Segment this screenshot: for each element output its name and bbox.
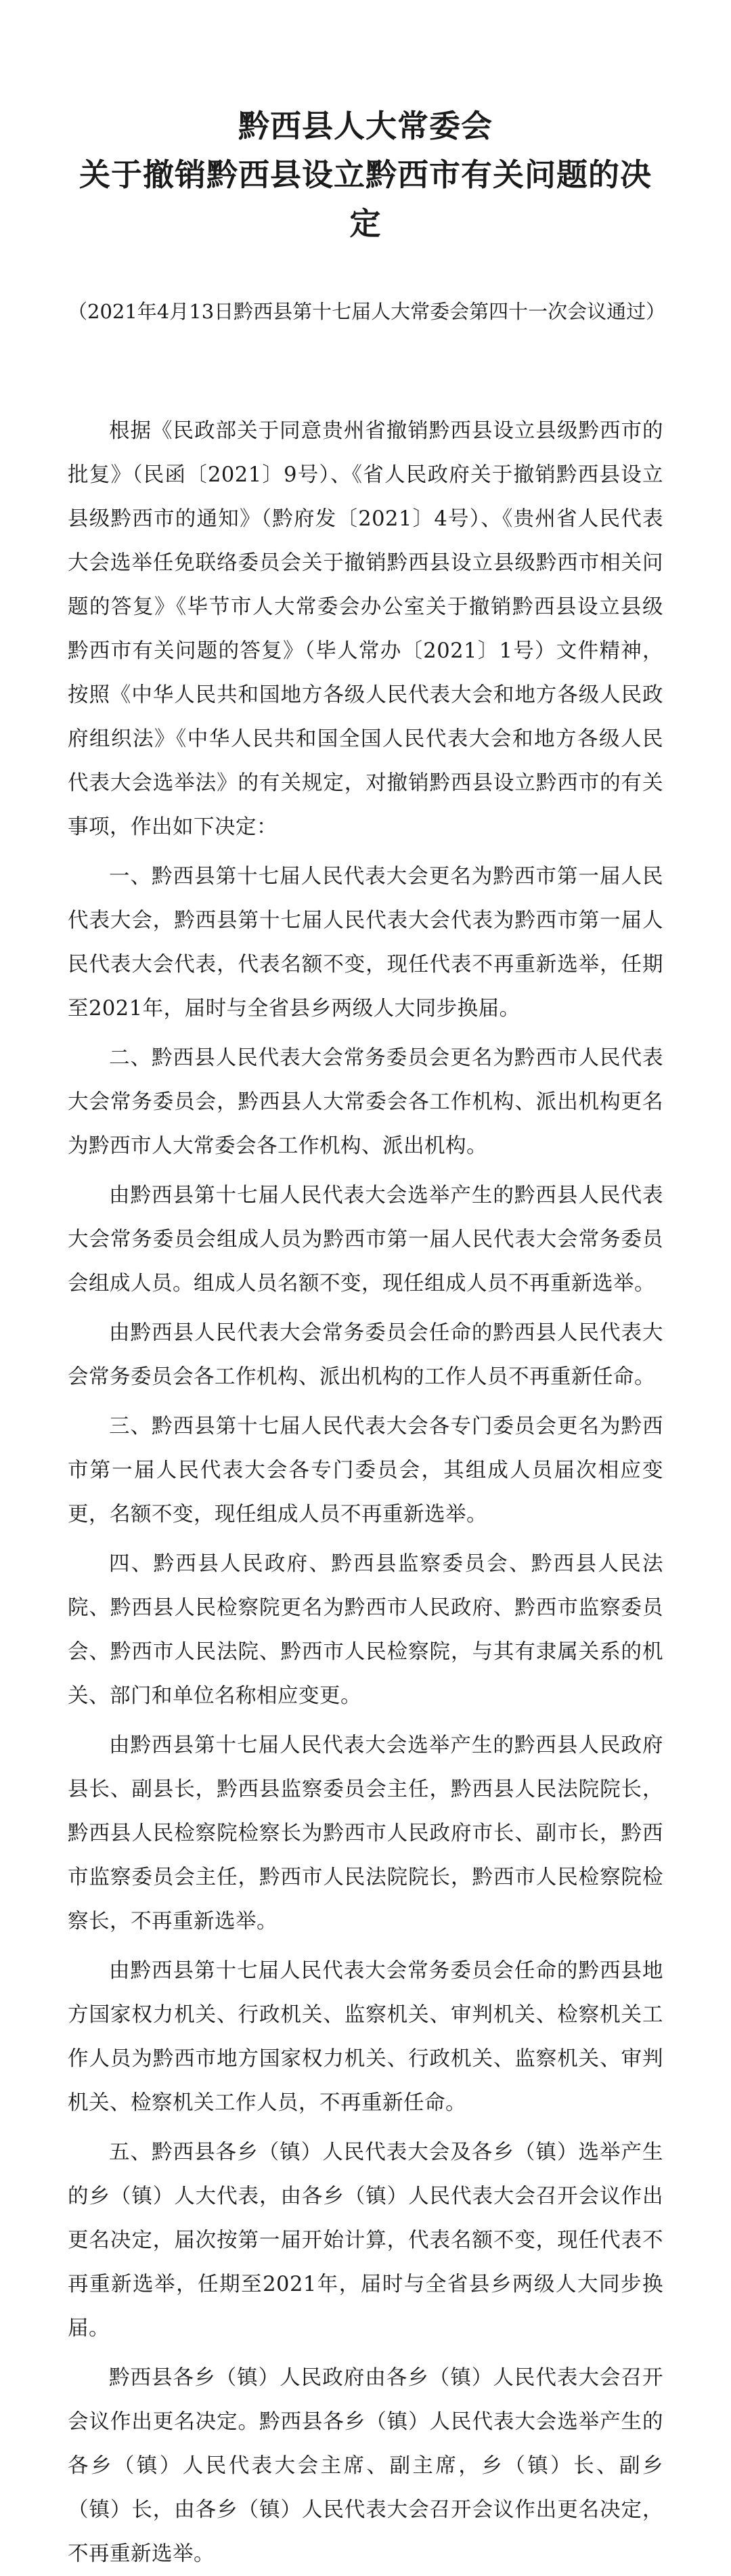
paragraph-item-2-members: 由黔西县第十七届人民代表大会选举产生的黔西县人民代表大会常务委员会组成人员为黔西市第一届人民代表大会常务委员会组成人员。组成人员名额不变，现任组成人员不再重新选举。 — [68, 1184, 663, 1295]
title-line-2: 关于撤销黔西县设立黔西市有关问题的决定 — [79, 156, 652, 242]
document-body — [68, 409, 663, 2576]
paragraph-item-5-township: 黔西县各乡（镇）人民政府由各乡（镇）人民代表大会召开会议作出更名决定。黔西县各乡（镇）人民代表大会选举产生的各乡（镇）人民代表大会主席、副主席，乡（镇）长、副乡（镇）长，由各乡（镇）人民代表大会召开会议作出更名决定，不再重新选举。 — [68, 2366, 663, 2566]
paragraph-item-4: 四、黔西县人民政府、黔西县监察委员会、黔西县人民法院、黔西县人民检察院更名为黔西市人民政府、黔西市监察委员会、黔西市人民法院、黔西市人民检察院，与其有隶属关系的机关、部门和单位名称相应变更。 — [68, 1552, 663, 1708]
title-line-1: 黔西县人大常委会 — [238, 108, 493, 144]
paragraph-item-4-appointed: 由黔西县第十七届人民代表大会常务委员会任命的黔西县地方国家权力机关、行政机关、监察机关、审判机关、检察机关工作人员为黔西市地方国家权力机关、行政机关、监察机关、审判机关、检察机关工作人员，不再重新任命。 — [68, 1959, 663, 2115]
paragraph-item-2: 二、黔西县人民代表大会常务委员会更名为黔西市人民代表大会常务委员会，黔西县人大常委会各工作机构、派出机构更名为黔西市人大常委会各工作机构、派出机构。 — [68, 1046, 663, 1158]
document-subtitle: （2021年4月13日黔西县第十七届人大常委会第四十一次会议通过） — [68, 300, 666, 323]
paragraph-item-2-staff: 由黔西县人民代表大会常务委员会任命的黔西县人民代表大会常务委员会各工作机构、派出机构的工作人员不再重新任命。 — [68, 1321, 663, 1389]
paragraph-item-5: 五、黔西县各乡（镇）人民代表大会及各乡（镇）选举产生的乡（镇）人大代表，由各乡（镇）人民代表大会召开会议作出更名决定，届次按第一届开始计算，代表名额不变，现任代表不再重新选举，任期至2021年，届时与全省县乡两级人大同步换届。 — [68, 2141, 663, 2340]
paragraph-item-3: 三、黔西县第十七届人民代表大会各专门委员会更名为黔西市第一届人民代表大会各专门委员会，其组成人员届次相应变更，名额不变，现任组成人员不再重新选举。 — [68, 1415, 663, 1526]
paragraph-item-1: 一、黔西县第十七届人民代表大会更名为黔西市第一届人民代表大会，黔西县第十七届人民代表大会代表为黔西市第一届人民代表大会代表，代表名额不变，现任代表不再重新选举，任期至2021年，届时与全省县乡两级人大同步换届。 — [68, 865, 663, 1021]
paragraph-item-4-elected: 由黔西县第十七届人民代表大会选举产生的黔西县人民政府县长、副县长，黔西县监察委员会主任，黔西县人民法院院长，黔西县人民检察院检察长为黔西市人民政府市长、副市长，黔西市监察委员会主任，黔西市人民法院院长，黔西市人民检察院检察长，不再重新选举。 — [68, 1734, 663, 1933]
document-title — [68, 102, 663, 248]
paragraph-preamble: 根据《民政部关于同意贵州省撤销黔西县设立县级黔西市的批复》（民函〔2021〕9号）、《省人民政府关于撤销黔西县设立县级黔西市的通知》（黔府发〔2021〕4号）、《贵州省人民代表大会选举任免联络委员会关于撤销黔西县设立县级黔西市相关问题的答复》《毕节市人大常委会办公室关于撤销黔西县设立县级黔西市有关问题的答复》（毕人常办〔2021〕1号）文件精神，按照《中华人民共和国地方各级人民代表大会和地方各级人民政府组织法》《中华人民共和国全国人民代表大会和地方各级人民代表大会选举法》的有关规定，对撤销黔西县设立黔西市的有关事项，作出如下决定： — [68, 419, 663, 839]
